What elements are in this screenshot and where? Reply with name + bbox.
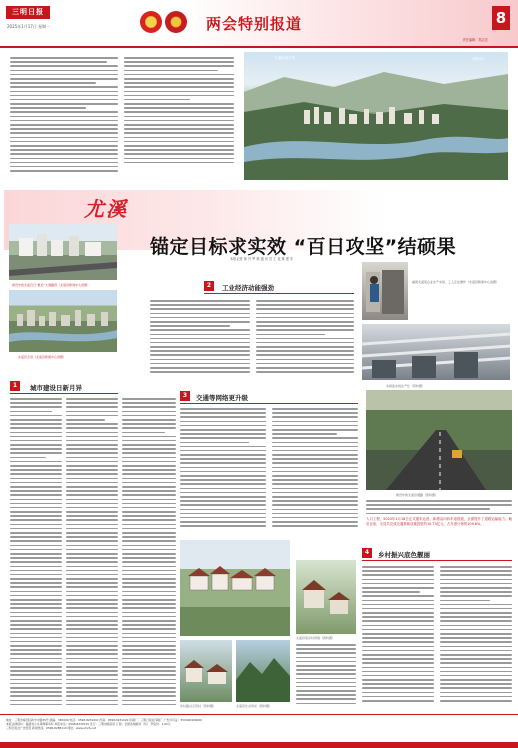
photo-county-overview (9, 290, 117, 352)
section-1-text-col3 (122, 398, 176, 710)
caption-road-works: 建设中的尤溪县道路（资料图） (396, 493, 439, 497)
caption-factory: 福建尤溪某企业生产车间，工人正在操作（尤溪县新闻中心供图） (412, 280, 500, 284)
section-rule-2 (204, 293, 354, 294)
county-name: 尤溪 (84, 197, 128, 221)
caption-bottom-mid: 尤溪县生态风光（资料图） (236, 704, 273, 708)
footer-line-3: 三明日报社广告经营 新闻热线：0598-8288110 网址：www.smrb.net (6, 726, 96, 730)
section-title-2: 工业经济动能强劲 (222, 284, 274, 292)
section-2-text-col1 (150, 300, 250, 382)
section-rule-1 (10, 393, 118, 394)
section-title: 两会特别报道 (206, 15, 303, 33)
caption-village: 尤溪县某乡村风貌（资料图） (296, 636, 336, 640)
eco-scenery-image (236, 640, 290, 702)
intro-text-2 (124, 57, 234, 177)
section-1-text-col2 (66, 398, 118, 710)
footer-line-2: 本报法律顾问：福建刘少生律师事务所 举报电话：0598-8230315 发行：三明市邮政局 订阅：全国各地邮局（所） 零售价：1.00元 (6, 722, 171, 726)
section-number-1: 1 (10, 381, 20, 391)
section-rule-3 (180, 403, 358, 404)
village-image (180, 540, 290, 636)
intro-text (10, 57, 118, 177)
section-rule-4 (362, 560, 512, 561)
section-number-4: 4 (362, 548, 372, 558)
photo-factory-worker (362, 262, 408, 320)
highlight-paragraph: 入口工程，2024年1月18日正式通车运营，新增双向四车道国道，全面提升了道路运输能力。截至目前，全县共完成交通基础设施投资约10.73亿元，占年度计划的109.6%。 (366, 517, 512, 526)
section-1-text-col1 (10, 398, 62, 710)
cppcc-emblem-icon (165, 11, 187, 33)
section-2-text-col2 (256, 300, 354, 382)
section-title-3: 交通等网络更升级 (196, 394, 248, 402)
road-works-image (366, 390, 512, 490)
photo-village (180, 540, 290, 636)
section-number-3: 3 (180, 391, 190, 401)
party-emblem-icon (140, 11, 162, 33)
section-4-text-col2 (362, 566, 434, 712)
section-3-text-col1 (180, 408, 266, 536)
page-number: 8 (492, 6, 510, 30)
section-title-4: 乡村振兴底色靓丽 (378, 551, 430, 559)
textile-line-image (362, 324, 510, 380)
photo-rural-demo (180, 640, 232, 702)
caption-left-mid: 尤溪县全景（尤溪县新闻中心供图） (18, 355, 67, 359)
factory-worker-image (362, 262, 408, 320)
section-number-2: 2 (204, 281, 214, 291)
lead-photo-county-view (244, 52, 508, 180)
section-4-text-col3 (440, 566, 512, 712)
footer-line-1: 地址：三明市梅列区新市中路35号 邮编：365000 电话：0598-8231001 传真：0598-8231020 印刷厂：三明日报社印刷厂 广告许可证：350400400006 (6, 718, 202, 722)
caption-left-top: 建设中的尤溪百日“最近”大道路段（尤溪县新闻中心供图） (12, 283, 91, 287)
editor-line: 责任编辑：郑志宏 (462, 38, 488, 42)
date-line: 2025年1月17日 星期一 (7, 24, 51, 29)
main-headline: 锚定目标求实效 “百日攻坚”结硕果 (150, 236, 457, 258)
masthead-rule (0, 46, 518, 48)
caption-textile: 车间流水线生产忙（资料图） (386, 384, 426, 388)
section-title-1: 城市建设日新月异 (30, 384, 82, 392)
paper-logo: 三明日报 (6, 6, 50, 19)
photo-road-works (366, 390, 512, 490)
byline: 本报记者 林 丹 罗 嫣 通 讯 员 王 炎 陈 建 东 (230, 257, 294, 261)
photo-rural-scene (296, 560, 356, 634)
county-landscape-image (244, 52, 508, 180)
rural-demo-image (180, 640, 232, 702)
rural-scene-image (296, 560, 356, 634)
section-4-text-col1 (296, 644, 356, 710)
county-overview-image (9, 290, 117, 352)
lead-photo-credit: （网址图） (470, 57, 486, 61)
lead-photo-caption: 尤溪县城全景 (274, 56, 295, 60)
photo-road-construction (9, 224, 117, 280)
photo-textile-line (362, 324, 510, 380)
photo-eco-scenery (236, 640, 290, 702)
caption-bottom-left: 乡村振兴示范村（资料图） (180, 704, 217, 708)
section-3-text-col2 (272, 408, 358, 536)
road-construction-image (9, 224, 117, 280)
footer-rule (0, 742, 518, 748)
